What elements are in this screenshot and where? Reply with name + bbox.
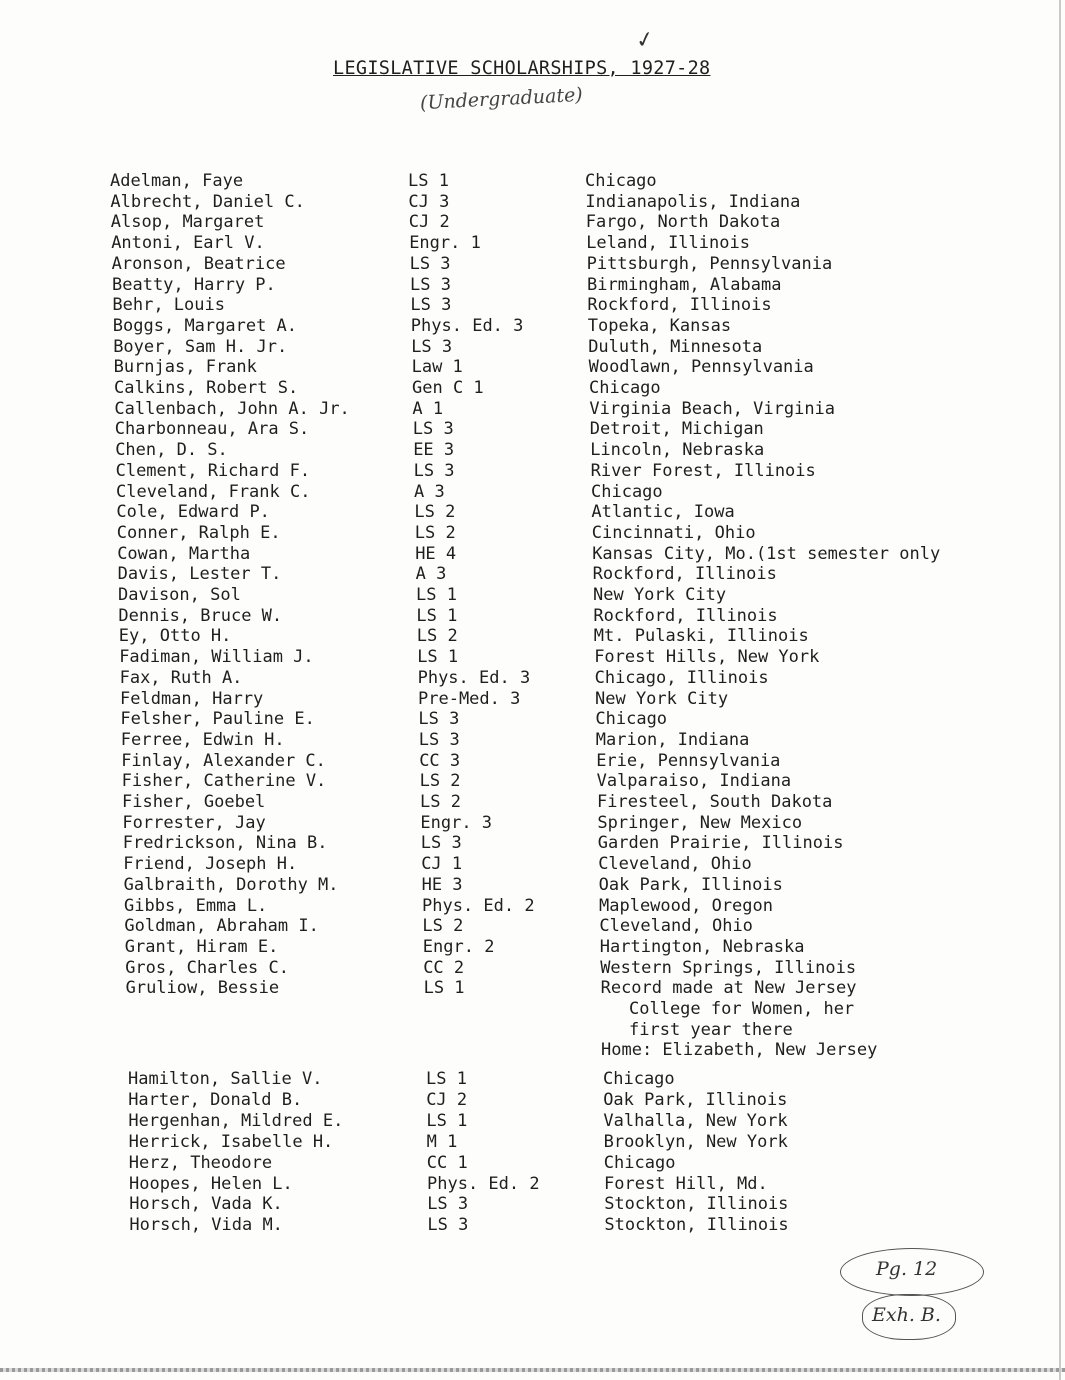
- row-class: CJ 2: [426, 1089, 468, 1110]
- row-class: Phys. Ed. 3: [417, 667, 531, 688]
- row-name: Davis, Lester T.: [117, 564, 282, 585]
- row-home: Oak Park, Illinois: [598, 874, 783, 895]
- row-class: LS 3: [418, 729, 460, 750]
- row-class: LS 2: [416, 626, 458, 647]
- row-home: Chicago: [603, 1152, 676, 1173]
- row-class: LS 2: [414, 522, 456, 543]
- row-name: Callenbach, John A. Jr.: [114, 398, 350, 419]
- row-home: Cincinnati, Ohio: [591, 522, 756, 543]
- row-name: Finlay, Alexander C.: [121, 750, 326, 771]
- row-name: Herrick, Isabelle H.: [128, 1131, 334, 1152]
- note-line: first year there: [629, 1019, 793, 1040]
- row-class: LS 3: [427, 1215, 469, 1236]
- row-home: Detroit, Michigan: [589, 419, 764, 440]
- row-home: Oak Park, Illinois: [603, 1089, 788, 1110]
- row-home: New York City: [593, 585, 727, 605]
- row-class: Engr. 3: [420, 812, 493, 833]
- row-name: Dennis, Bruce W.: [118, 605, 283, 626]
- page-title: LEGISLATIVE SCHOLARSHIPS, 1927-28: [333, 58, 711, 79]
- row-class: LS 1: [426, 1069, 467, 1089]
- row-class: LS 1: [416, 585, 457, 605]
- row-home: Woodlawn, Pennsylvania: [588, 357, 814, 378]
- row-name: Aronson, Beatrice: [111, 253, 286, 274]
- row-name: Behr, Louis: [112, 295, 225, 316]
- row-name: Ferree, Edwin H.: [120, 729, 285, 750]
- row-home: Marion, Indiana: [595, 729, 750, 750]
- row-home: Chicago: [585, 171, 657, 191]
- row-class: Law 1: [411, 357, 463, 378]
- row-home: Duluth, Minnesota: [588, 336, 763, 357]
- row-name: Beatty, Harry P.: [112, 274, 276, 295]
- row-name: Herz, Theodore: [128, 1152, 273, 1173]
- row-home: Cleveland, Ohio: [598, 854, 752, 875]
- row-class: A 3: [414, 481, 445, 502]
- row-home: Erie, Pennsylvania: [596, 750, 781, 771]
- row-name: Friend, Joseph H.: [123, 854, 298, 875]
- row-name: Felsher, Pauline E.: [120, 709, 315, 730]
- row-home: Rockford, Illinois: [587, 295, 772, 316]
- row-class: Gen C 1: [412, 378, 484, 398]
- row-name: Hergenhan, Mildred E.: [128, 1110, 344, 1131]
- row-name: Cleveland, Frank C.: [116, 481, 311, 502]
- row-home: Cleveland, Ohio: [599, 916, 753, 937]
- row-home: Rockford, Illinois: [593, 605, 778, 626]
- row-home: Pittsburgh, Pennsylvania: [586, 253, 833, 274]
- page-subtitle: (Undergraduate): [419, 83, 584, 115]
- row-home: Garden Prairie, Illinois: [597, 833, 844, 854]
- row-home: Stockton, Illinois: [604, 1215, 789, 1236]
- row-class: LS 3: [418, 709, 460, 730]
- row-home: Brooklyn, New York: [603, 1131, 788, 1152]
- row-name: Fax, Ruth A.: [119, 667, 243, 688]
- row-home: Stockton, Illinois: [604, 1194, 789, 1215]
- row-name: Chen, D. S.: [115, 440, 228, 461]
- row-name: Cole, Edward P.: [116, 502, 270, 523]
- row-class: Engr. 1: [409, 233, 481, 254]
- row-class: Phys. Ed. 3: [410, 315, 524, 336]
- row-class: Phys. Ed. 2: [422, 895, 535, 916]
- note-line: College for Women, her: [629, 999, 855, 1020]
- row-home: Maplewood, Oregon: [599, 895, 773, 916]
- row-name: Burnjas, Frank: [113, 357, 257, 378]
- row-class: HE 4: [415, 543, 457, 564]
- row-class: LS 1: [426, 1110, 468, 1131]
- row-name: Cowan, Martha: [117, 543, 251, 564]
- row-class: LS 3: [427, 1194, 469, 1215]
- row-name: Adelman, Faye: [110, 171, 244, 191]
- row-name: Conner, Ralph E.: [116, 522, 281, 543]
- row-class: CJ 2: [408, 212, 450, 233]
- row-name: Albrecht, Daniel C.: [110, 191, 305, 212]
- row-name: Clement, Richard F.: [115, 460, 311, 481]
- row-class: LS 3: [410, 274, 451, 295]
- row-class: LS 3: [409, 253, 451, 274]
- row-home: Indianapolis, Indiana: [585, 191, 801, 212]
- row-home: Chicago, Illinois: [594, 667, 769, 688]
- row-class: HE 3: [421, 874, 463, 895]
- row-class: LS 3: [420, 833, 462, 854]
- row-home: Forest Hills, New York: [594, 647, 820, 668]
- row-name: Goldman, Abraham I.: [124, 916, 319, 937]
- row-name: Davison, Sol: [118, 585, 241, 605]
- row-name: Fredrickson, Nina B.: [122, 833, 328, 854]
- row-home: Chicago: [603, 1069, 675, 1089]
- row-class: LS 3: [413, 460, 455, 481]
- row-home: Western Springs, Illinois: [600, 957, 857, 978]
- row-name: Fadiman, William J.: [119, 647, 314, 668]
- row-home: Topeka, Kansas: [587, 315, 732, 336]
- row-class: CC 3: [419, 750, 461, 771]
- row-class: M 1: [426, 1131, 458, 1152]
- row-name: Grant, Hiram E.: [124, 936, 279, 957]
- row-home: Record made at New Jersey: [600, 978, 857, 999]
- row-class: LS 1: [416, 605, 458, 626]
- row-home: Valparaiso, Indiana: [596, 771, 792, 792]
- row-home: Virginia Beach, Virginia: [589, 398, 836, 419]
- row-class: LS 3: [410, 295, 452, 316]
- row-class: CJ 1: [421, 854, 463, 875]
- row-home: New York City: [595, 688, 729, 709]
- scan-right-edge: [1059, 0, 1061, 1380]
- row-name: Horsch, Vada K.: [129, 1194, 283, 1215]
- row-class: Engr. 2: [422, 936, 495, 957]
- row-class: LS 2: [420, 792, 461, 812]
- page-number-annotation: Pg. 12: [876, 1258, 938, 1280]
- row-name: Horsch, Vida M.: [129, 1215, 283, 1236]
- row-name: Forrester, Jay: [122, 812, 266, 833]
- row-class: CC 2: [423, 957, 465, 978]
- row-home: Lincoln, Nebraska: [590, 440, 765, 461]
- check-mark-annotation: ✓: [633, 26, 657, 55]
- row-home: Firesteel, South Dakota: [597, 792, 833, 812]
- row-class: CC 1: [426, 1152, 468, 1173]
- row-home: Fargo, North Dakota: [585, 212, 781, 233]
- row-home: Chicago: [595, 709, 668, 730]
- row-class: LS 2: [414, 502, 456, 523]
- row-home: Birmingham, Alabama: [587, 274, 782, 295]
- row-name: Hoopes, Helen L.: [129, 1173, 293, 1194]
- row-class: LS 2: [422, 916, 464, 937]
- row-home: Chicago: [591, 481, 663, 502]
- row-home: Valhalla, New York: [603, 1110, 788, 1131]
- row-name: Harter, Donald B.: [128, 1089, 303, 1110]
- row-home: Chicago: [589, 378, 661, 398]
- row-home: Mt. Pulaski, Illinois: [593, 626, 809, 647]
- row-class: Pre-Med. 3: [418, 688, 521, 709]
- row-home: Rockford, Illinois: [592, 564, 777, 585]
- row-name: Alsop, Margaret: [110, 212, 265, 233]
- row-name: Ey, Otto H.: [118, 626, 232, 647]
- row-name: Calkins, Robert S.: [114, 378, 299, 398]
- row-class: LS 1: [408, 171, 449, 191]
- row-class: A 3: [415, 564, 447, 585]
- row-home: Hartington, Nebraska: [599, 936, 805, 957]
- row-home: Leland, Illinois: [586, 233, 750, 254]
- row-class: LS 3: [412, 419, 454, 440]
- row-name: Gibbs, Emma L.: [124, 895, 268, 916]
- row-class: LS 3: [411, 336, 453, 357]
- scan-bottom-edge: [0, 1368, 1065, 1372]
- exhibit-annotation: Exh. B.: [872, 1304, 941, 1326]
- row-class: EE 3: [413, 440, 455, 461]
- row-home: Forest Hill, Md.: [604, 1173, 768, 1194]
- row-name: Gros, Charles C.: [125, 957, 289, 978]
- row-class: LS 2: [419, 771, 461, 792]
- row-home: Atlantic, Iowa: [591, 502, 735, 523]
- row-home: River Forest, Illinois: [590, 460, 816, 481]
- row-name: Boggs, Margaret A.: [112, 315, 298, 336]
- row-class: A 1: [412, 398, 444, 419]
- row-home: Springer, New Mexico: [597, 812, 803, 833]
- row-name: Hamilton, Sallie V.: [128, 1069, 323, 1089]
- row-class: LS 1: [423, 978, 465, 999]
- row-name: Fisher, Goebel: [122, 792, 266, 812]
- note-line: Home: Elizabeth, New Jersey: [601, 1040, 878, 1061]
- row-class: LS 1: [417, 647, 459, 668]
- row-name: Gruliow, Bessie: [125, 978, 280, 999]
- row-name: Boyer, Sam H. Jr.: [113, 336, 288, 357]
- row-home: Kansas City, Mo.(1st semester only: [592, 543, 941, 564]
- row-name: Antoni, Earl V.: [111, 233, 265, 254]
- row-name: Feldman, Harry: [120, 688, 264, 709]
- row-name: Charbonneau, Ara S.: [114, 419, 310, 440]
- row-name: Fisher, Catherine V.: [121, 771, 327, 792]
- row-class: CJ 3: [408, 191, 450, 212]
- row-name: Galbraith, Dorothy M.: [123, 874, 339, 895]
- row-class: Phys. Ed. 2: [427, 1173, 540, 1194]
